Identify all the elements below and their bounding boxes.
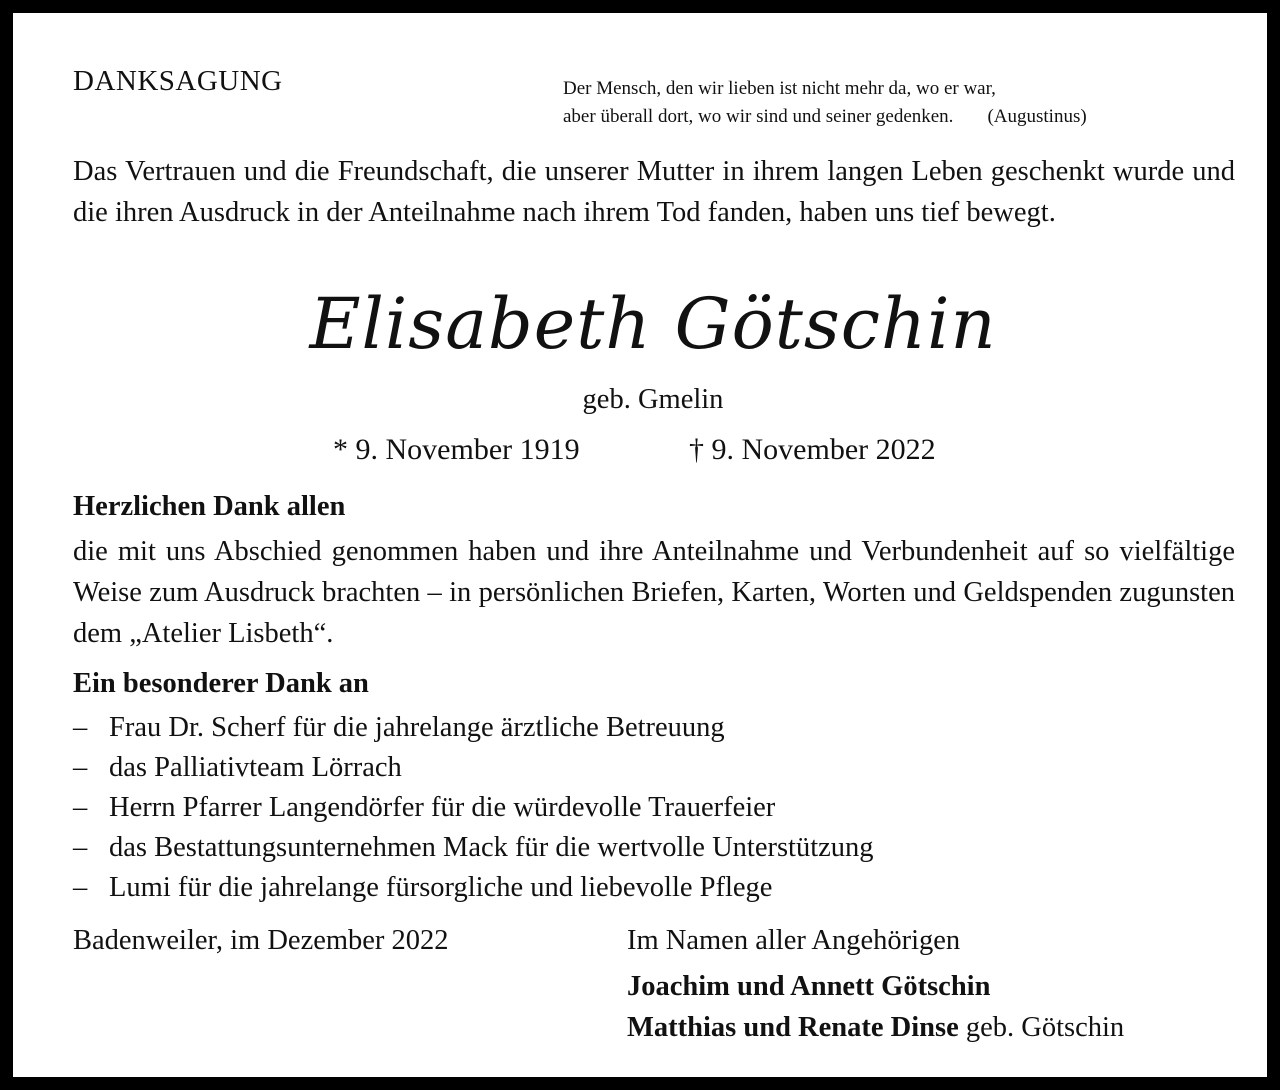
signer-1: Joachim und Annett Götschin [627, 971, 991, 1002]
thanks-paragraph: die mit uns Abschied genommen haben und ihre Anteilnahme und Verbundenheit auf so vielfältige Weise zum Ausdruck brachten – in persönlichen Briefen, Karten, Worten und Geldspenden zugunsten dem „Atelier Lisbeth“. [73, 536, 1235, 649]
list-item [73, 788, 874, 828]
quote-block [563, 75, 1087, 131]
place-and-date: Badenweiler, im Dezember 2022 [73, 925, 449, 956]
signer-2 [627, 1012, 1124, 1044]
birth-date: * 9. November 1919 [333, 433, 580, 466]
birth-name: geb. Gmelin [582, 384, 724, 415]
quote-line-1: Der Mensch, den wir lieben ist nicht mehr da, wo er war, [563, 78, 996, 99]
quote-line-2 [563, 103, 1087, 131]
death-date: † 9. November 2022 [689, 433, 936, 466]
special-thanks-title: Ein besonderer Dank an [73, 668, 369, 699]
list-item-text: das Bestattungsunternehmen Mack für die wertvolle Unterstützung [109, 832, 874, 863]
quote-line-2-text: aber überall dort, wo wir sind und seiner gedenken. [563, 106, 954, 127]
signer-2-suffix: geb. Götschin [965, 1012, 1125, 1043]
dash-bullet: – [73, 832, 88, 863]
signer-2-name: Matthias und Renate Dinse [627, 1012, 959, 1043]
list-item [73, 748, 874, 788]
deceased-name: Elisabeth Götschin [309, 283, 997, 365]
list-item-text: Herrn Pfarrer Langendörfer für die würdevolle Trauerfeier [109, 792, 776, 823]
dash-bullet: – [73, 792, 88, 823]
list-item-text: Lumi für die jahrelange fürsorgliche und liebevolle Pflege [109, 872, 773, 903]
on-behalf-line: Im Namen aller Angehörigen [627, 925, 961, 956]
list-item [73, 708, 874, 748]
list-item-text: das Palliativteam Lörrach [109, 752, 402, 783]
quote-author: (Augustinus) [987, 106, 1087, 127]
list-item [73, 868, 874, 908]
notice-heading: DANKSAGUNG [73, 65, 283, 97]
dash-bullet: – [73, 712, 88, 743]
thanks-title: Herzlichen Dank allen [73, 491, 346, 522]
dash-bullet: – [73, 752, 88, 783]
special-thanks-list [73, 708, 874, 908]
dash-bullet: – [73, 872, 88, 903]
list-item-text: Frau Dr. Scherf für die jahrelange ärztliche Betreuung [109, 712, 725, 743]
intro-paragraph: Das Vertrauen und die Freundschaft, die unserer Mutter in ihrem langen Leben geschenkt wurde und die ihren Ausdruck in der Anteilnahme nach ihrem Tod fanden, haben uns tief bewegt. [73, 156, 1235, 228]
list-item [73, 828, 874, 868]
